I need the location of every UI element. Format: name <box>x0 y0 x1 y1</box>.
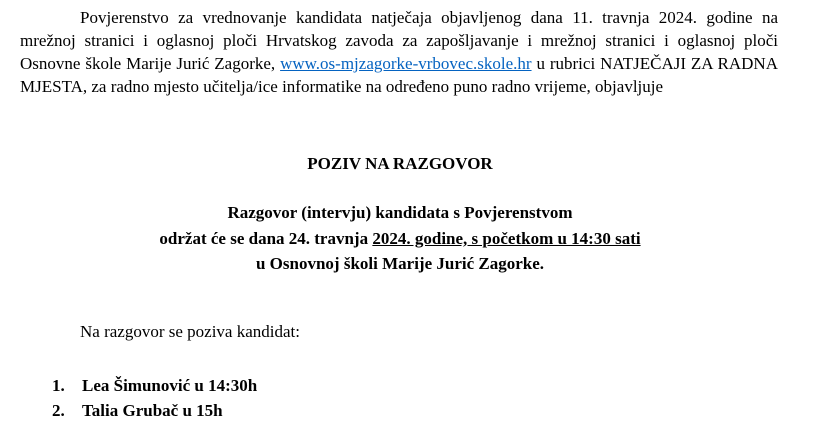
interview-details-line2 <box>0 227 800 250</box>
interview-date-text: održat će se dana 24. travnja <box>159 229 373 248</box>
document-heading: POZIV NA RAZGOVOR <box>307 154 493 173</box>
interview-details-line3: u Osnovnoj školi Marije Jurić Zagorke. <box>255 254 545 273</box>
interview-time-text: 2024. godine, s početkom u 14:30 sati <box>372 229 641 248</box>
list-item <box>52 398 257 423</box>
list-item-text: Talia Grubač u 15h <box>82 401 223 420</box>
list-item-number: 1. <box>52 376 65 395</box>
candidate-list <box>52 373 257 423</box>
school-website-link[interactable]: www.os-mjzagorke-vrbovec.skole.hr <box>280 54 532 73</box>
interview-details-line1: Razgovor (intervju) kandidata s Povjerenstvom <box>227 203 573 222</box>
invite-text: Na razgovor se poziva kandidat: <box>80 322 300 341</box>
intro-text-part1: Povjerenstvo za vrednovanje kandidata natječaja objavljenog dana 11. travnja 2024. godine na mrežnoj stranici i oglasnoj ploči Hrvatskog zavoda za zapošljavanje i mrežnoj stranici i oglasnoj ploči Osnovne škole Marije Jurić Zagorke, <box>20 8 778 73</box>
intro-paragraph <box>20 6 778 98</box>
list-item-text: Lea Šimunović u 14:30h <box>82 376 258 395</box>
list-item <box>52 373 257 398</box>
intro-text-part2: u rubrici NATJEČAJI ZA RADNA MJESTA, za radno mjesto učitelja/ice informatike na određeno puno radno vrijeme, objavljuje <box>20 54 778 96</box>
list-item-number: 2. <box>52 401 65 420</box>
